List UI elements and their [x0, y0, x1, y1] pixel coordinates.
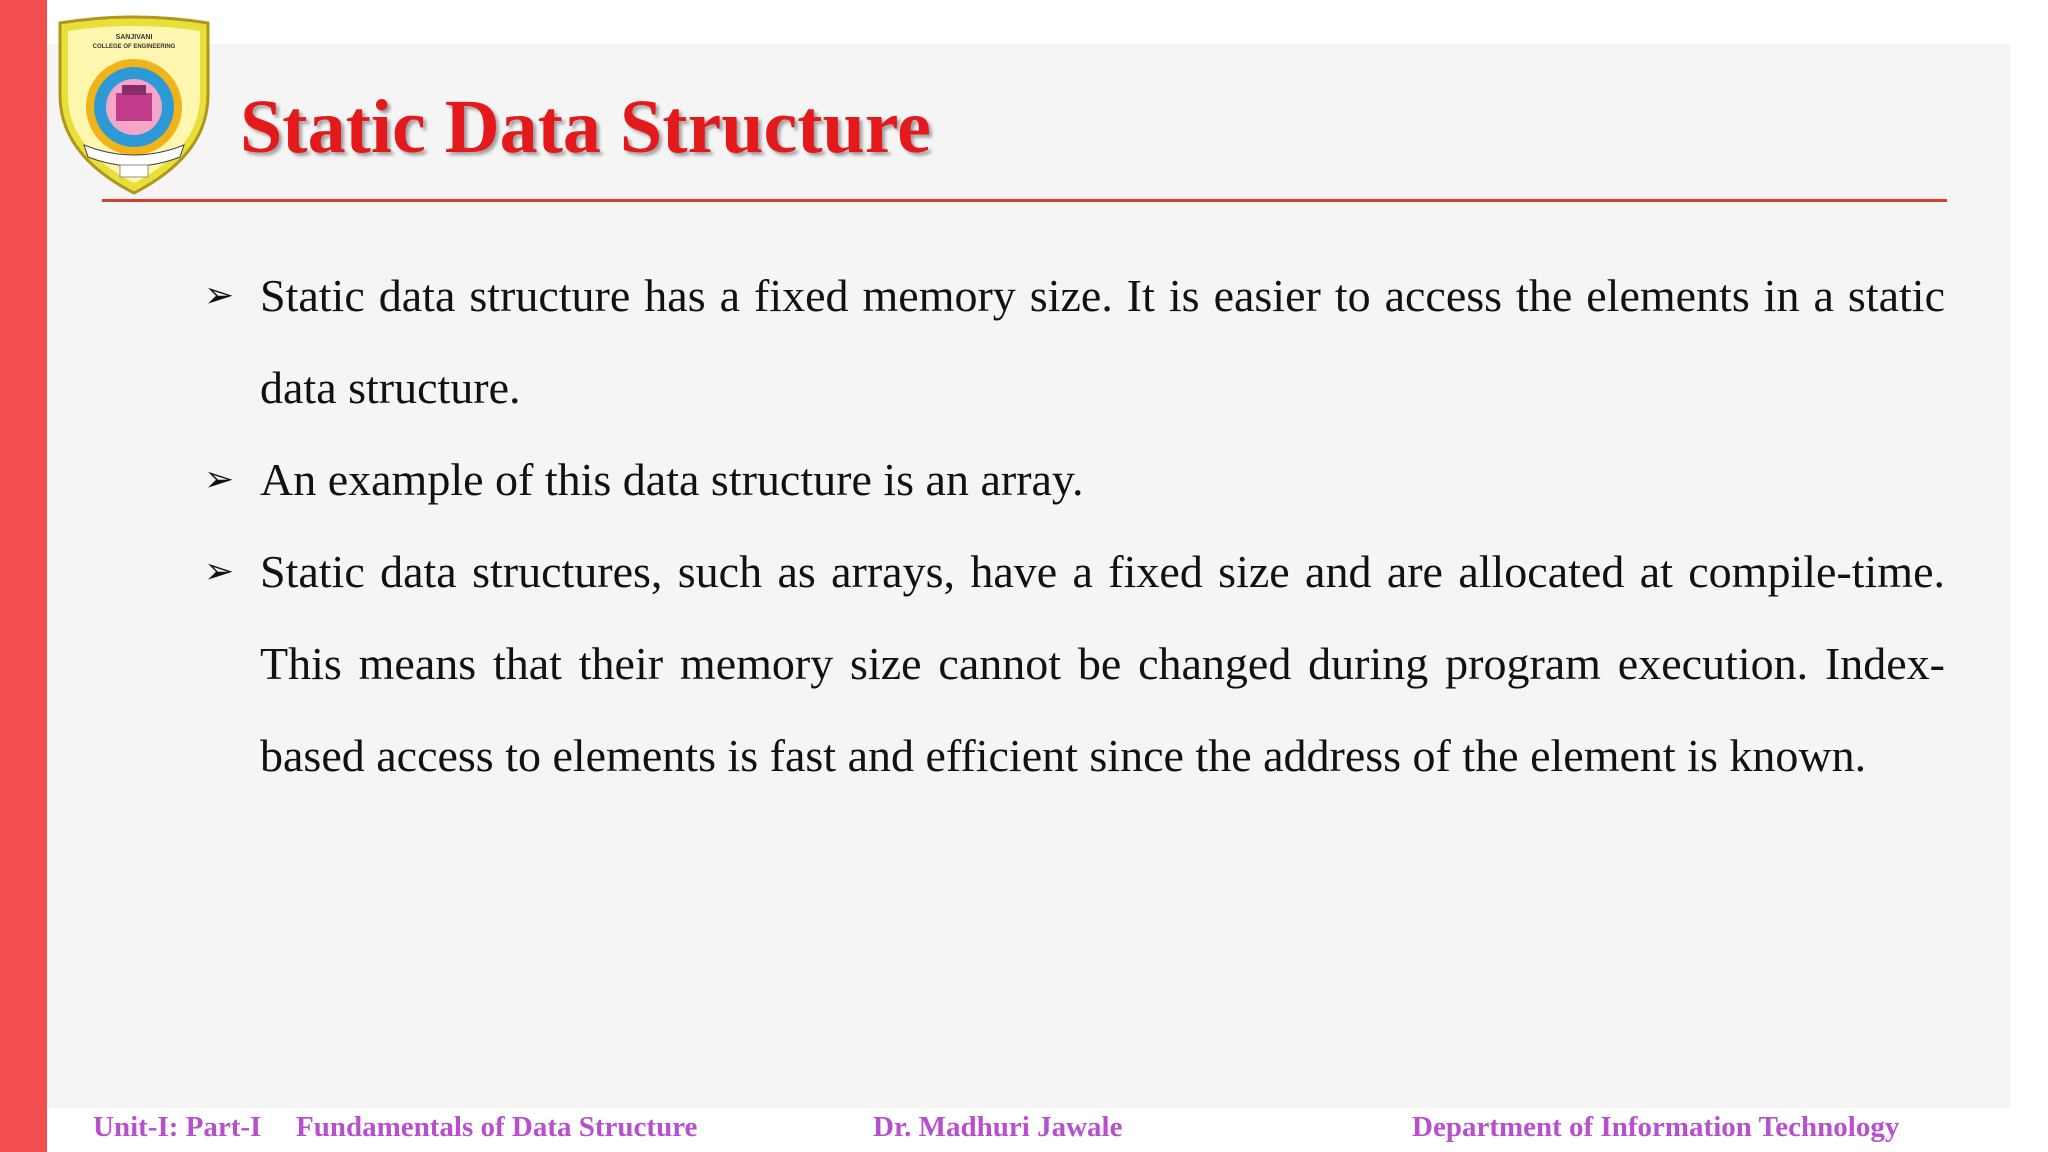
- footer-department: Department of Information Technology: [1412, 1111, 1900, 1143]
- bullet-item: [200, 526, 1945, 802]
- bullet-list: [200, 250, 1945, 802]
- footer-unit: Unit-I: Part-I: [93, 1111, 262, 1143]
- bullet-item: [200, 250, 1945, 434]
- left-accent-bar: [0, 0, 47, 1152]
- footer-author: Dr. Madhuri Jawale: [873, 1111, 1123, 1143]
- arrowhead-bullet-icon: ➢: [204, 275, 235, 316]
- arrowhead-bullet-icon: ➢: [204, 459, 235, 500]
- bullet-text: Static data structure has a fixed memory size. It is easier to access the elements in a static data structure.: [260, 270, 1945, 413]
- bullet-text: An example of this data structure is an array.: [260, 454, 1084, 505]
- logo-text-sub: COLLEGE OF ENGINEERING: [92, 44, 176, 50]
- arrowhead-bullet-icon: ➢: [204, 551, 235, 592]
- bullet-item: [200, 434, 1945, 526]
- footer-subject: Fundamentals of Data Structure: [296, 1111, 698, 1143]
- bullet-text: Static data structures, such as arrays, have a fixed size and are allocated at compile-time. This means that their memory size cannot be changed during program execution. Index-based access to elements is fast and efficient since the address of the element is known.: [260, 546, 1945, 781]
- college-crest-logo: [54, 15, 214, 195]
- slide-title: Static Data Structure: [240, 85, 931, 169]
- title-underline-rule: [102, 199, 1947, 202]
- logo-text-top: SANJIVANI: [115, 34, 153, 41]
